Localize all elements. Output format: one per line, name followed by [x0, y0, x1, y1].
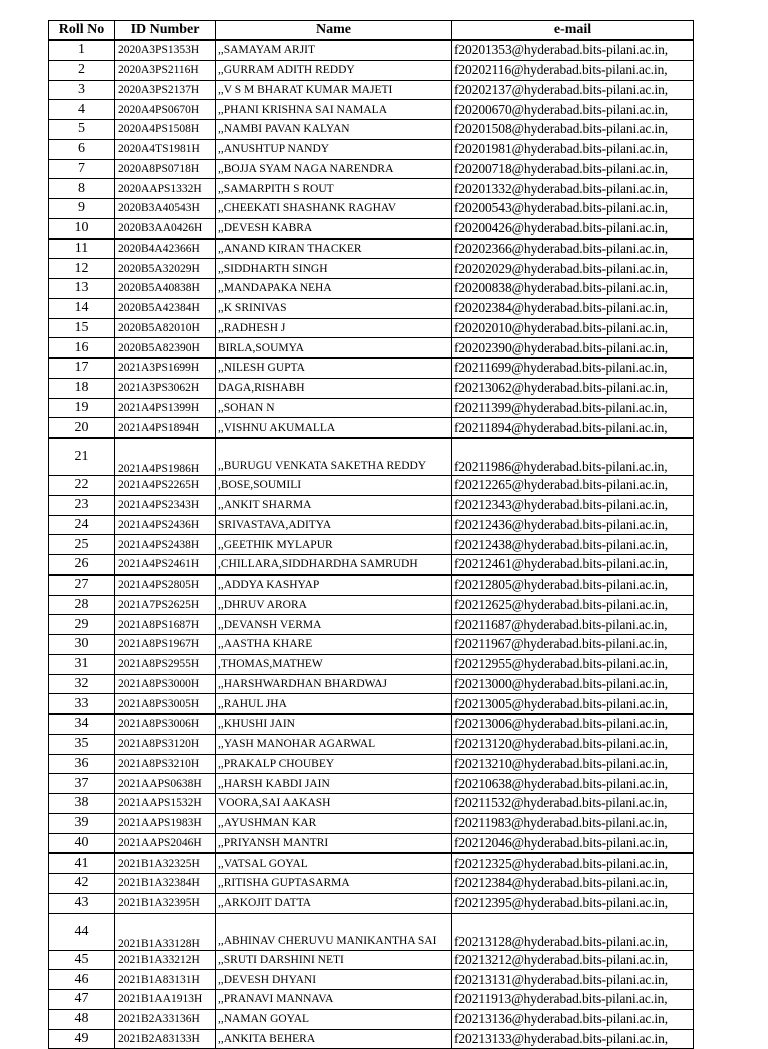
name-cell: ,,DEVESH DHYANI	[216, 970, 452, 990]
name-cell: ,,KHUSHI JAIN	[216, 714, 452, 734]
email-cell: f20213131@hyderabad.bits-pilani.ac.in,	[452, 970, 694, 990]
roll-no-cell: 34	[49, 714, 115, 734]
id-number-cell: 2020A3PS2116H	[115, 60, 216, 80]
header-roll-no: Roll No	[49, 21, 115, 41]
name-cell: ,,RADHESH J	[216, 318, 452, 338]
name-cell: ,,HARSHWARDHAN BHARDWAJ	[216, 674, 452, 694]
table-row	[49, 774, 694, 794]
email-cell: f20212461@hyderabad.bits-pilani.ac.in,	[452, 555, 694, 575]
roll-no-cell: 6	[49, 139, 115, 159]
name-cell: ,,VATSAL GOYAL	[216, 853, 452, 873]
roll-no-cell: 28	[49, 595, 115, 615]
name-cell: ,,SRUTI DARSHINI NETI	[216, 950, 452, 970]
id-number-cell: 2021A4PS1399H	[115, 398, 216, 418]
name-cell: ,,PRAKALP CHOUBEY	[216, 754, 452, 774]
name-cell: ,,ADDYA KASHYAP	[216, 575, 452, 595]
roll-no-cell: 47	[49, 990, 115, 1010]
table-row	[49, 60, 694, 80]
name-cell: ,,PHANI KRISHNA SAI NAMALA	[216, 100, 452, 120]
email-cell: f20212955@hyderabad.bits-pilani.ac.in,	[452, 654, 694, 674]
roll-no-cell: 35	[49, 734, 115, 754]
name-cell: ,,CHEEKATI SHASHANK RAGHAV	[216, 199, 452, 219]
id-number-cell: 2021A8PS3120H	[115, 734, 216, 754]
table-row	[49, 714, 694, 734]
roll-no-cell: 20	[49, 418, 115, 438]
roll-no-cell: 46	[49, 970, 115, 990]
id-number-cell: 2021AAPS2046H	[115, 833, 216, 853]
id-number-cell: 2020B3A40543H	[115, 199, 216, 219]
table-row	[49, 754, 694, 774]
header-row	[49, 21, 694, 41]
roll-no-cell: 36	[49, 754, 115, 774]
table-row	[49, 595, 694, 615]
name-cell: ,BOSE,SOUMILI	[216, 476, 452, 496]
table-row	[49, 970, 694, 990]
id-number-cell: 2020A3PS2137H	[115, 80, 216, 100]
table-row	[49, 555, 694, 575]
name-cell: ,,ARKOJIT DATTA	[216, 893, 452, 913]
table-row	[49, 218, 694, 238]
email-cell: f20213210@hyderabad.bits-pilani.ac.in,	[452, 754, 694, 774]
id-number-cell: 2020B5A42384H	[115, 298, 216, 318]
roll-no-cell: 2	[49, 60, 115, 80]
roll-no-cell: 18	[49, 378, 115, 398]
roll-no-cell: 38	[49, 794, 115, 814]
email-cell: f20201353@hyderabad.bits-pilani.ac.in,	[452, 40, 694, 60]
id-number-cell: 2021AAPS1983H	[115, 813, 216, 833]
email-cell: f20211983@hyderabad.bits-pilani.ac.in,	[452, 813, 694, 833]
id-number-cell: 2021B1A32384H	[115, 874, 216, 894]
table-row	[49, 438, 694, 476]
id-number-cell: 2021A8PS2955H	[115, 654, 216, 674]
name-cell: ,,RITISHA GUPTASARMA	[216, 874, 452, 894]
roll-no-cell: 13	[49, 279, 115, 299]
name-cell: ,,HARSH KABDI JAIN	[216, 774, 452, 794]
name-cell: ,,DEVESH KABRA	[216, 218, 452, 238]
table-row	[49, 635, 694, 655]
roll-no-cell: 40	[49, 833, 115, 853]
roll-no-cell: 14	[49, 298, 115, 318]
id-number-cell: 2021A4PS2805H	[115, 575, 216, 595]
roll-no-cell: 30	[49, 635, 115, 655]
email-cell: f20213212@hyderabad.bits-pilani.ac.in,	[452, 950, 694, 970]
table-row	[49, 358, 694, 378]
id-number-cell: 2021B1AA1913H	[115, 990, 216, 1010]
id-number-cell: 2021A8PS1687H	[115, 615, 216, 635]
table-row	[49, 674, 694, 694]
email-cell: f20212384@hyderabad.bits-pilani.ac.in,	[452, 874, 694, 894]
roll-no-cell: 3	[49, 80, 115, 100]
table-row	[49, 120, 694, 140]
email-cell: f20212436@hyderabad.bits-pilani.ac.in,	[452, 515, 694, 535]
table-row	[49, 874, 694, 894]
id-number-cell: 2021A4PS1894H	[115, 418, 216, 438]
table-row	[49, 80, 694, 100]
roll-no-cell: 1	[49, 40, 115, 60]
table-row	[49, 535, 694, 555]
name-cell: BIRLA,SOUMYA	[216, 338, 452, 358]
table-row	[49, 239, 694, 259]
table-row	[49, 259, 694, 279]
name-cell: VOORA,SAI AAKASH	[216, 794, 452, 814]
id-number-cell: 2020A4PS1508H	[115, 120, 216, 140]
id-number-cell: 2020A4PS0670H	[115, 100, 216, 120]
id-number-cell: 2020B5A82010H	[115, 318, 216, 338]
email-cell: f20213133@hyderabad.bits-pilani.ac.in,	[452, 1029, 694, 1049]
id-number-cell: 2021B1A33128H	[115, 913, 216, 950]
table-row	[49, 1009, 694, 1029]
email-cell: f20211687@hyderabad.bits-pilani.ac.in,	[452, 615, 694, 635]
table-row	[49, 159, 694, 179]
email-cell: f20213136@hyderabad.bits-pilani.ac.in,	[452, 1009, 694, 1029]
id-number-cell: 2021A8PS3005H	[115, 694, 216, 714]
table-row	[49, 813, 694, 833]
id-number-cell: 2020A3PS1353H	[115, 40, 216, 60]
email-cell: f20212046@hyderabad.bits-pilani.ac.in,	[452, 833, 694, 853]
id-number-cell: 2021B2A33136H	[115, 1009, 216, 1029]
roll-no-cell: 12	[49, 259, 115, 279]
name-cell: SRIVASTAVA,ADITYA	[216, 515, 452, 535]
id-number-cell: 2020B3AA0426H	[115, 218, 216, 238]
id-number-cell: 2021A4PS2436H	[115, 515, 216, 535]
name-cell: ,,VISHNU AKUMALLA	[216, 418, 452, 438]
roll-no-cell: 44	[49, 913, 115, 950]
email-cell: f20212325@hyderabad.bits-pilani.ac.in,	[452, 853, 694, 873]
id-number-cell: 2021A4PS2461H	[115, 555, 216, 575]
name-cell: DAGA,RISHABH	[216, 378, 452, 398]
id-number-cell: 2021A3PS1699H	[115, 358, 216, 378]
table-row	[49, 318, 694, 338]
table-row	[49, 476, 694, 496]
id-number-cell: 2020B5A82390H	[115, 338, 216, 358]
email-cell: f20202384@hyderabad.bits-pilani.ac.in,	[452, 298, 694, 318]
name-cell: ,,MANDAPAKA NEHA	[216, 279, 452, 299]
email-cell: f20213120@hyderabad.bits-pilani.ac.in,	[452, 734, 694, 754]
table-row	[49, 515, 694, 535]
email-cell: f20212395@hyderabad.bits-pilani.ac.in,	[452, 893, 694, 913]
table-row	[49, 279, 694, 299]
table-row	[49, 833, 694, 853]
email-cell: f20211532@hyderabad.bits-pilani.ac.in,	[452, 794, 694, 814]
id-number-cell: 2021A4PS2343H	[115, 495, 216, 515]
email-cell: f20211967@hyderabad.bits-pilani.ac.in,	[452, 635, 694, 655]
table-row	[49, 990, 694, 1010]
name-cell: ,,NAMBI PAVAN KALYAN	[216, 120, 452, 140]
email-cell: f20212265@hyderabad.bits-pilani.ac.in,	[452, 476, 694, 496]
email-cell: f20212625@hyderabad.bits-pilani.ac.in,	[452, 595, 694, 615]
email-cell: f20211913@hyderabad.bits-pilani.ac.in,	[452, 990, 694, 1010]
table-row	[49, 338, 694, 358]
email-cell: f20211894@hyderabad.bits-pilani.ac.in,	[452, 418, 694, 438]
roll-no-cell: 24	[49, 515, 115, 535]
name-cell: ,,GURRAM ADITH REDDY	[216, 60, 452, 80]
email-cell: f20200543@hyderabad.bits-pilani.ac.in,	[452, 199, 694, 219]
roll-no-cell: 7	[49, 159, 115, 179]
roll-no-cell: 23	[49, 495, 115, 515]
roll-no-cell: 10	[49, 218, 115, 238]
name-cell: ,,ANUSHTUP NANDY	[216, 139, 452, 159]
name-cell: ,,V S M BHARAT KUMAR MAJETI	[216, 80, 452, 100]
id-number-cell: 2020B5A32029H	[115, 259, 216, 279]
name-cell: ,,BURUGU VENKATA SAKETHA REDDY	[216, 438, 452, 476]
name-cell: ,,ABHINAV CHERUVU MANIKANTHA SAI	[216, 913, 452, 950]
email-cell: f20213000@hyderabad.bits-pilani.ac.in,	[452, 674, 694, 694]
email-cell: f20200670@hyderabad.bits-pilani.ac.in,	[452, 100, 694, 120]
table-row	[49, 100, 694, 120]
roll-no-cell: 19	[49, 398, 115, 418]
table-row	[49, 913, 694, 950]
name-cell: ,,AASTHA KHARE	[216, 635, 452, 655]
id-number-cell: 2021B2A83133H	[115, 1029, 216, 1049]
table-row	[49, 794, 694, 814]
email-cell: f20201332@hyderabad.bits-pilani.ac.in,	[452, 179, 694, 199]
name-cell: ,,SAMAYAM ARJIT	[216, 40, 452, 60]
table-row	[49, 893, 694, 913]
roll-no-cell: 9	[49, 199, 115, 219]
email-cell: f20211986@hyderabad.bits-pilani.ac.in,	[452, 438, 694, 476]
id-number-cell: 2021A3PS3062H	[115, 378, 216, 398]
roll-no-cell: 22	[49, 476, 115, 496]
email-cell: f20201508@hyderabad.bits-pilani.ac.in,	[452, 120, 694, 140]
name-cell: ,,K SRINIVAS	[216, 298, 452, 318]
roster-table	[48, 20, 694, 1049]
table-row	[49, 654, 694, 674]
name-cell: ,,BOJJA SYAM NAGA NARENDRA	[216, 159, 452, 179]
name-cell: ,,SAMARPITH S ROUT	[216, 179, 452, 199]
table-row	[49, 734, 694, 754]
email-cell: f20213128@hyderabad.bits-pilani.ac.in,	[452, 913, 694, 950]
roll-no-cell: 49	[49, 1029, 115, 1049]
roll-no-cell: 42	[49, 874, 115, 894]
header-email: e-mail	[452, 21, 694, 41]
table-row	[49, 950, 694, 970]
name-cell: ,,ANAND KIRAN THACKER	[216, 239, 452, 259]
name-cell: ,,PRANAVI MANNAVA	[216, 990, 452, 1010]
table-row	[49, 398, 694, 418]
roll-no-cell: 15	[49, 318, 115, 338]
id-number-cell: 2021A4PS1986H	[115, 438, 216, 476]
email-cell: f20202029@hyderabad.bits-pilani.ac.in,	[452, 259, 694, 279]
name-cell: ,THOMAS,MATHEW	[216, 654, 452, 674]
roll-no-cell: 8	[49, 179, 115, 199]
table-row	[49, 495, 694, 515]
id-number-cell: 2021B1A32325H	[115, 853, 216, 873]
roll-no-cell: 41	[49, 853, 115, 873]
id-number-cell: 2021A7PS2625H	[115, 595, 216, 615]
table-row	[49, 694, 694, 714]
roll-no-cell: 4	[49, 100, 115, 120]
roll-no-cell: 37	[49, 774, 115, 794]
roll-no-cell: 25	[49, 535, 115, 555]
roster-rows	[49, 40, 694, 1049]
roll-no-cell: 26	[49, 555, 115, 575]
header-id-number: ID Number	[115, 21, 216, 41]
table-row	[49, 1029, 694, 1049]
roll-no-cell: 32	[49, 674, 115, 694]
id-number-cell: 2020B4A42366H	[115, 239, 216, 259]
roll-no-cell: 21	[49, 438, 115, 476]
header-name: Name	[216, 21, 452, 41]
id-number-cell: 2021A8PS3210H	[115, 754, 216, 774]
table-row	[49, 139, 694, 159]
email-cell: f20201981@hyderabad.bits-pilani.ac.in,	[452, 139, 694, 159]
id-number-cell: 2021B1A33212H	[115, 950, 216, 970]
id-number-cell: 2021A4PS2438H	[115, 535, 216, 555]
table-row	[49, 575, 694, 595]
email-cell: f20202116@hyderabad.bits-pilani.ac.in,	[452, 60, 694, 80]
roll-no-cell: 11	[49, 239, 115, 259]
name-cell: ,,RAHUL JHA	[216, 694, 452, 714]
roll-no-cell: 5	[49, 120, 115, 140]
email-cell: f20200426@hyderabad.bits-pilani.ac.in,	[452, 218, 694, 238]
name-cell: ,,NILESH GUPTA	[216, 358, 452, 378]
roll-no-cell: 45	[49, 950, 115, 970]
email-cell: f20213062@hyderabad.bits-pilani.ac.in,	[452, 378, 694, 398]
id-number-cell: 2021AAPS0638H	[115, 774, 216, 794]
table-row	[49, 179, 694, 199]
email-cell: f20212343@hyderabad.bits-pilani.ac.in,	[452, 495, 694, 515]
name-cell: ,,GEETHIK MYLAPUR	[216, 535, 452, 555]
name-cell: ,,DHRUV ARORA	[216, 595, 452, 615]
table-row	[49, 615, 694, 635]
table-row	[49, 853, 694, 873]
email-cell: f20211699@hyderabad.bits-pilani.ac.in,	[452, 358, 694, 378]
email-cell: f20202390@hyderabad.bits-pilani.ac.in,	[452, 338, 694, 358]
roll-no-cell: 29	[49, 615, 115, 635]
roll-no-cell: 48	[49, 1009, 115, 1029]
table-row	[49, 378, 694, 398]
name-cell: ,CHILLARA,SIDDHARDHA SAMRUDH	[216, 555, 452, 575]
id-number-cell: 2020A8PS0718H	[115, 159, 216, 179]
id-number-cell: 2021A8PS3006H	[115, 714, 216, 734]
email-cell: f20202366@hyderabad.bits-pilani.ac.in,	[452, 239, 694, 259]
table-row	[49, 298, 694, 318]
id-number-cell: 2021A4PS2265H	[115, 476, 216, 496]
id-number-cell: 2021A8PS1967H	[115, 635, 216, 655]
email-cell: f20212438@hyderabad.bits-pilani.ac.in,	[452, 535, 694, 555]
id-number-cell: 2020B5A40838H	[115, 279, 216, 299]
id-number-cell: 2021B1A83131H	[115, 970, 216, 990]
roll-no-cell: 31	[49, 654, 115, 674]
email-cell: f20200838@hyderabad.bits-pilani.ac.in,	[452, 279, 694, 299]
email-cell: f20210638@hyderabad.bits-pilani.ac.in,	[452, 774, 694, 794]
roll-no-cell: 16	[49, 338, 115, 358]
email-cell: f20202010@hyderabad.bits-pilani.ac.in,	[452, 318, 694, 338]
name-cell: ,,ANKITA BEHERA	[216, 1029, 452, 1049]
roll-no-cell: 33	[49, 694, 115, 714]
email-cell: f20211399@hyderabad.bits-pilani.ac.in,	[452, 398, 694, 418]
id-number-cell: 2020AAPS1332H	[115, 179, 216, 199]
id-number-cell: 2020A4TS1981H	[115, 139, 216, 159]
name-cell: ,,ANKIT SHARMA	[216, 495, 452, 515]
email-cell: f20200718@hyderabad.bits-pilani.ac.in,	[452, 159, 694, 179]
table-row	[49, 418, 694, 438]
name-cell: ,,DEVANSH VERMA	[216, 615, 452, 635]
roll-no-cell: 43	[49, 893, 115, 913]
name-cell: ,,SIDDHARTH SINGH	[216, 259, 452, 279]
name-cell: ,,PRIYANSH MANTRI	[216, 833, 452, 853]
table-row	[49, 40, 694, 60]
id-number-cell: 2021A8PS3000H	[115, 674, 216, 694]
email-cell: f20213005@hyderabad.bits-pilani.ac.in,	[452, 694, 694, 714]
roll-no-cell: 27	[49, 575, 115, 595]
name-cell: ,,AYUSHMAN KAR	[216, 813, 452, 833]
name-cell: ,,NAMAN GOYAL	[216, 1009, 452, 1029]
roll-no-cell: 17	[49, 358, 115, 378]
email-cell: f20202137@hyderabad.bits-pilani.ac.in,	[452, 80, 694, 100]
email-cell: f20212805@hyderabad.bits-pilani.ac.in,	[452, 575, 694, 595]
id-number-cell: 2021B1A32395H	[115, 893, 216, 913]
name-cell: ,,YASH MANOHAR AGARWAL	[216, 734, 452, 754]
table-row	[49, 199, 694, 219]
email-cell: f20213006@hyderabad.bits-pilani.ac.in,	[452, 714, 694, 734]
name-cell: ,,SOHAN N	[216, 398, 452, 418]
roll-no-cell: 39	[49, 813, 115, 833]
id-number-cell: 2021AAPS1532H	[115, 794, 216, 814]
